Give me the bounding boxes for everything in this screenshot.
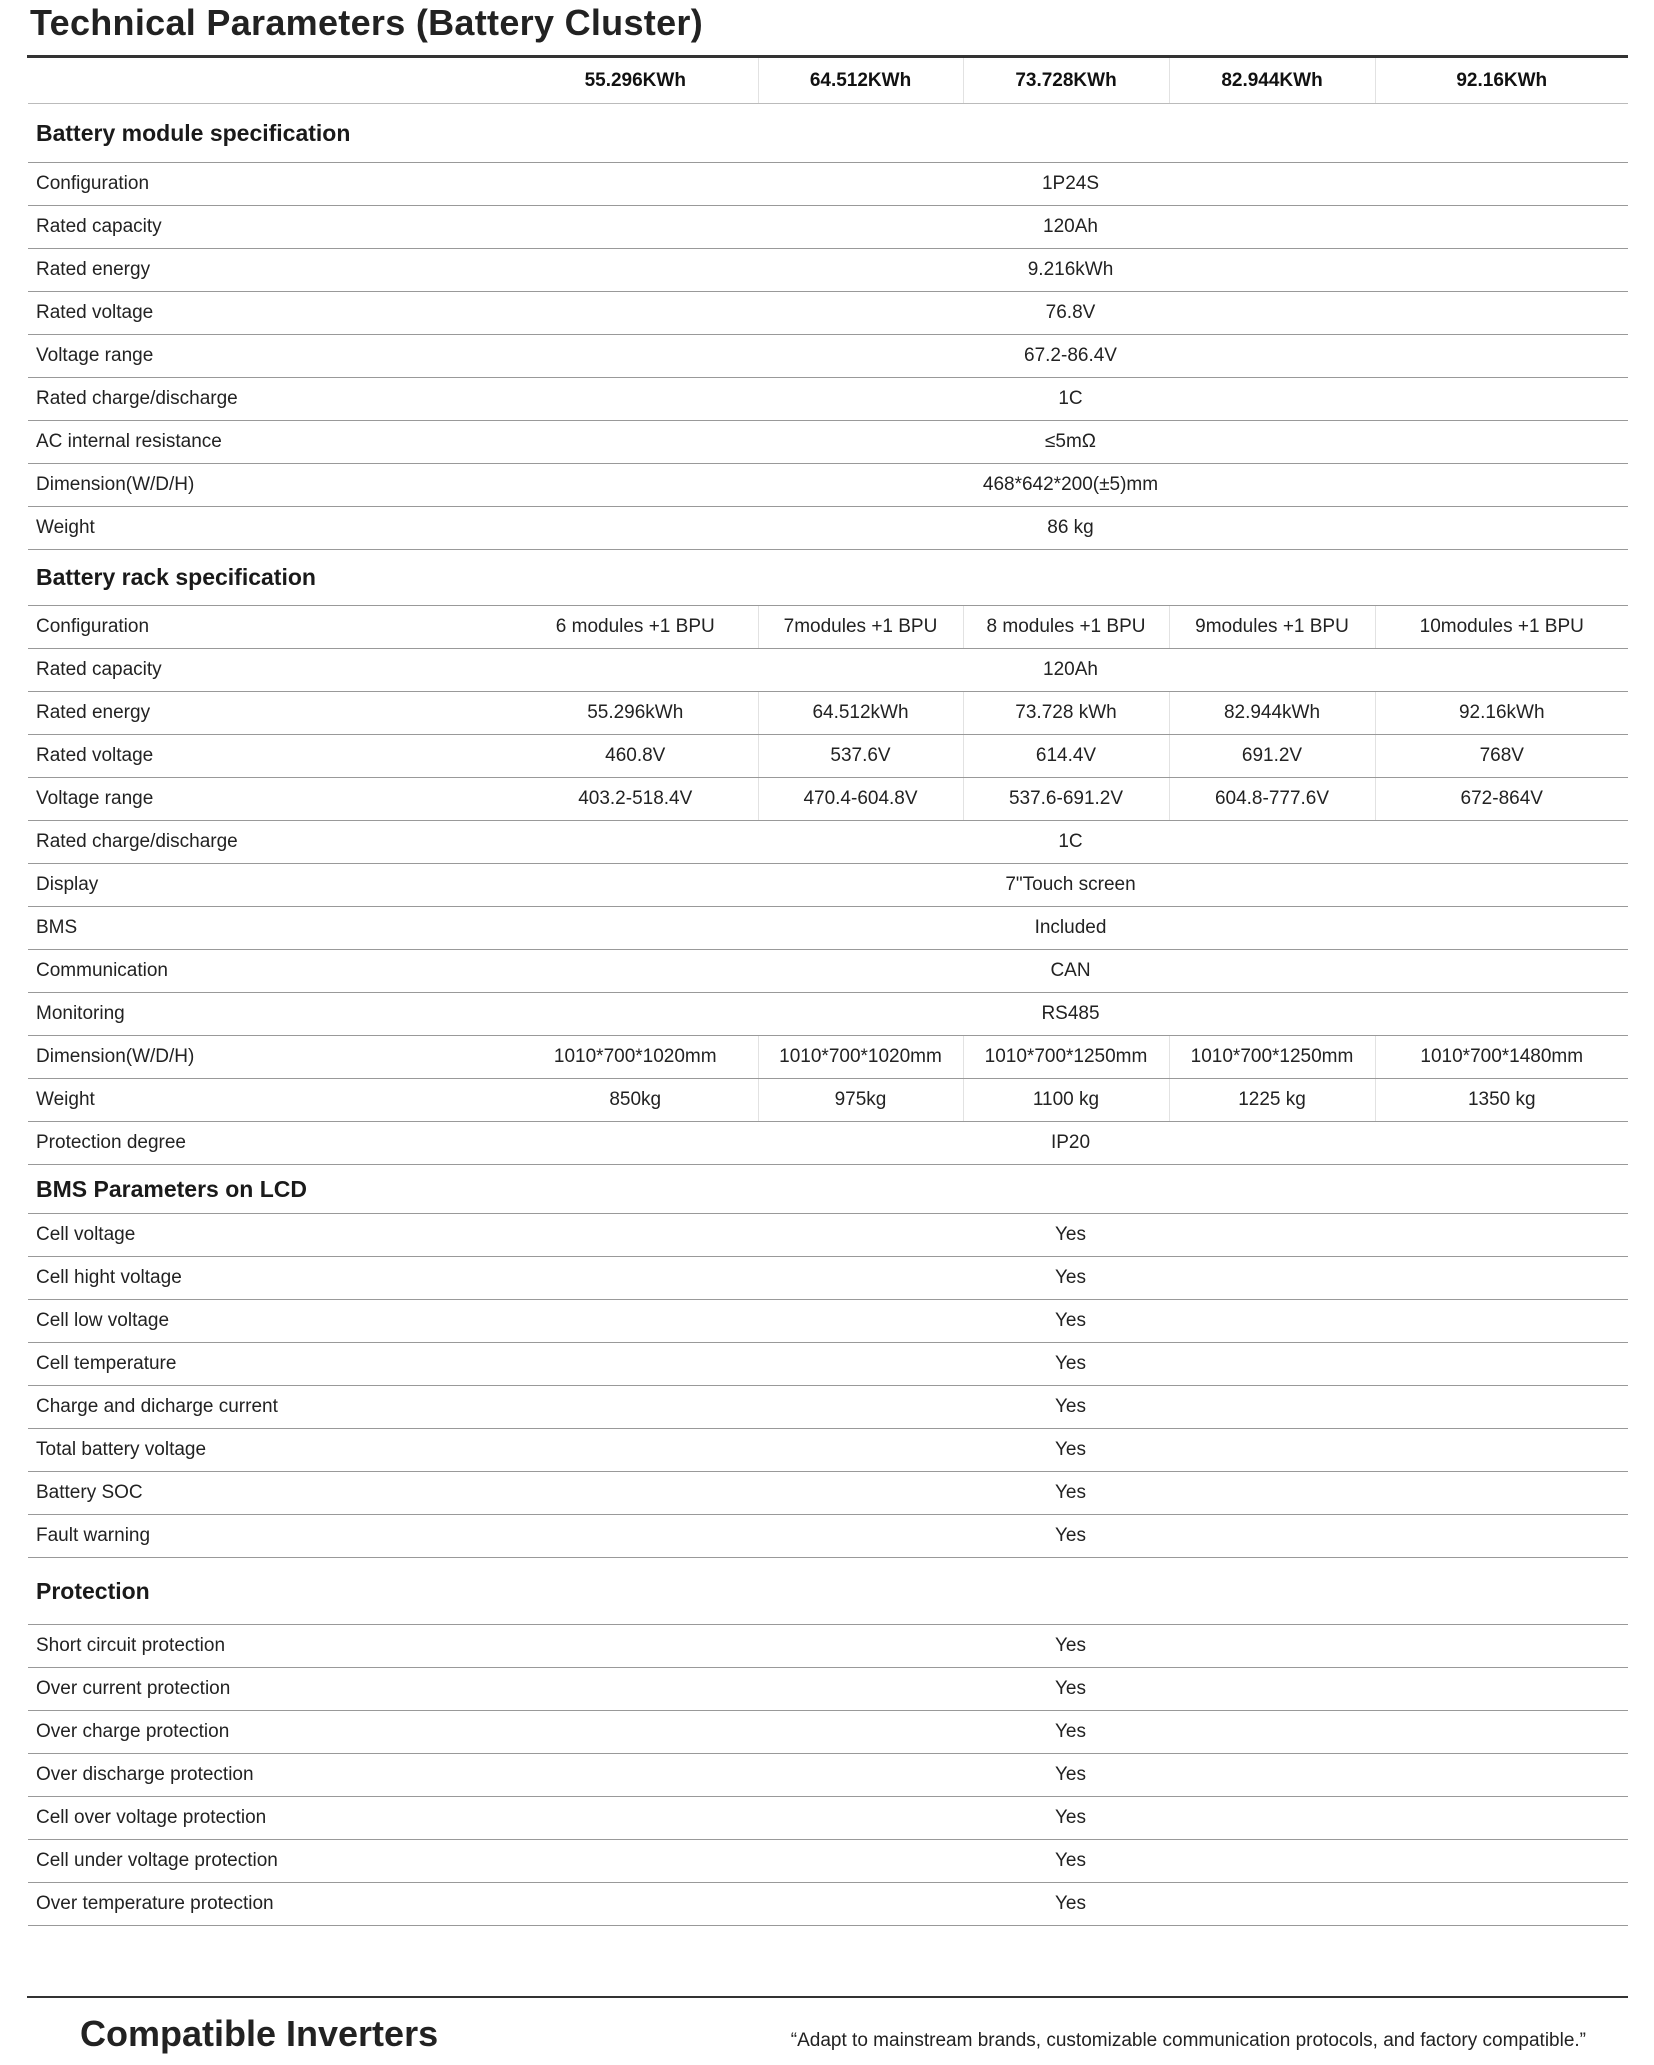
spec-value: Included [513,907,1628,950]
column-header: 82.944KWh [1169,58,1375,104]
spec-value: Yes [513,1214,1628,1257]
spec-row [28,950,1628,993]
spec-value: 82.944kWh [1169,692,1375,735]
spec-value: 67.2-86.4V [513,335,1628,378]
spec-value: Yes [513,1797,1628,1840]
spec-label: Cell under voltage protection [28,1840,513,1883]
page-title: Technical Parameters (Battery Cluster) [30,2,703,43]
spec-value: 460.8V [513,735,758,778]
spec-label: Weight [28,1079,513,1122]
spec-value: Yes [513,1840,1628,1883]
section-heading-row [28,550,1628,606]
spec-value: 470.4-604.8V [758,778,963,821]
spec-value: Yes [513,1515,1628,1558]
spec-row [28,907,1628,950]
spec-row [28,163,1628,206]
spec-value: 468*642*200(±5)mm [513,464,1628,507]
spec-value: 86 kg [513,507,1628,550]
spec-value: 1350 kg [1375,1079,1628,1122]
spec-row [28,1840,1628,1883]
spec-label: Over discharge protection [28,1754,513,1797]
spec-value: 768V [1375,735,1628,778]
spec-label: Communication [28,950,513,993]
column-header: 73.728KWh [963,58,1169,104]
spec-row [28,378,1628,421]
spec-value: 7modules +1 BPU [758,606,963,649]
spec-label: Dimension(W/D/H) [28,1036,513,1079]
spec-value: Yes [513,1343,1628,1386]
spec-label: Display [28,864,513,907]
spec-row [28,606,1628,649]
spec-label: AC internal resistance [28,421,513,464]
spec-row [28,464,1628,507]
spec-row [28,821,1628,864]
spec-value: 76.8V [513,292,1628,335]
spec-value: 10modules +1 BPU [1375,606,1628,649]
section-heading-row [28,104,1628,163]
column-header: 55.296KWh [513,58,758,104]
spec-row [28,1515,1628,1558]
spec-label: Rated energy [28,249,513,292]
spec-value: 9modules +1 BPU [1169,606,1375,649]
spec-label: Short circuit protection [28,1625,513,1668]
spec-value: 604.8-777.6V [1169,778,1375,821]
spec-value: Yes [513,1300,1628,1343]
spec-value: 55.296kWh [513,692,758,735]
spec-label: Charge and dicharge current [28,1386,513,1429]
spec-label: Cell over voltage protection [28,1797,513,1840]
spec-row [28,692,1628,735]
spec-row [28,1343,1628,1386]
spec-row [28,1036,1628,1079]
spec-label: Over current protection [28,1668,513,1711]
spec-value: 1C [513,378,1628,421]
spec-value: 1C [513,821,1628,864]
spec-label: BMS [28,907,513,950]
spec-value: 92.16kWh [1375,692,1628,735]
spec-value: RS485 [513,993,1628,1036]
spec-value: 403.2-518.4V [513,778,758,821]
spec-row [28,735,1628,778]
spec-row [28,1214,1628,1257]
spec-label: Fault warning [28,1515,513,1558]
section-heading: Protection [28,1558,1628,1625]
spec-row [28,1472,1628,1515]
footer-title: Compatible Inverters [80,2013,439,2054]
column-header: 92.16KWh [1375,58,1628,104]
spec-label: Rated voltage [28,292,513,335]
spec-row [28,421,1628,464]
spec-value: 64.512kWh [758,692,963,735]
spec-value: 1010*700*1250mm [963,1036,1169,1079]
spec-value: 1010*700*1250mm [1169,1036,1375,1079]
spec-value: 120Ah [513,206,1628,249]
spec-row [28,1079,1628,1122]
spec-label: Rated energy [28,692,513,735]
spec-row [28,1122,1628,1165]
spec-value: 614.4V [963,735,1169,778]
spec-row [28,1257,1628,1300]
spec-row [28,1754,1628,1797]
spec-label: Cell voltage [28,1214,513,1257]
spec-label: Over temperature protection [28,1883,513,1926]
spec-row [28,1797,1628,1840]
spec-value: 73.728 kWh [963,692,1169,735]
spec-label: Protection degree [28,1122,513,1165]
spec-value: Yes [513,1883,1628,1926]
section-heading-row [28,1558,1628,1625]
spec-value: 850kg [513,1079,758,1122]
spec-value: 691.2V [1169,735,1375,778]
spec-label: Battery SOC [28,1472,513,1515]
column-header-blank [28,58,513,104]
spec-value: 1100 kg [963,1079,1169,1122]
section-heading: Battery rack specification [28,550,1628,606]
spec-value: 1225 kg [1169,1079,1375,1122]
spec-value: 537.6V [758,735,963,778]
spec-value: Yes [513,1257,1628,1300]
spec-label: Cell low voltage [28,1300,513,1343]
spec-label: Over charge protection [28,1711,513,1754]
spec-value: 1010*700*1480mm [1375,1036,1628,1079]
spec-row [28,249,1628,292]
spec-label: Rated capacity [28,206,513,249]
spec-label: Cell temperature [28,1343,513,1386]
column-header-row [28,58,1628,104]
section-heading-row [28,1165,1628,1214]
spec-value: Yes [513,1711,1628,1754]
spec-row [28,864,1628,907]
spec-label: Dimension(W/D/H) [28,464,513,507]
spec-table [28,58,1628,1926]
spec-value: 1010*700*1020mm [758,1036,963,1079]
spec-value: 6 modules +1 BPU [513,606,758,649]
spec-label: Rated charge/discharge [28,821,513,864]
spec-row [28,292,1628,335]
spec-value: Yes [513,1625,1628,1668]
spec-label: Rated charge/discharge [28,378,513,421]
spec-value: Yes [513,1668,1628,1711]
spec-row [28,507,1628,550]
spec-value: 8 modules +1 BPU [963,606,1169,649]
spec-row [28,206,1628,249]
spec-label: Cell hight voltage [28,1257,513,1300]
spec-label: Voltage range [28,778,513,821]
spec-row [28,1386,1628,1429]
spec-row [28,1300,1628,1343]
spec-value: IP20 [513,1122,1628,1165]
spec-label: Total battery voltage [28,1429,513,1472]
spec-row [28,1883,1628,1926]
spec-row [28,778,1628,821]
spec-value: 120Ah [513,649,1628,692]
spec-label: Monitoring [28,993,513,1036]
spec-value: 975kg [758,1079,963,1122]
spec-label: Rated voltage [28,735,513,778]
spec-value: 672-864V [1375,778,1628,821]
spec-value: Yes [513,1754,1628,1797]
spec-label: Configuration [28,606,513,649]
spec-row [28,1668,1628,1711]
spec-table-body [28,58,1628,1926]
spec-label: Configuration [28,163,513,206]
spec-row [28,335,1628,378]
spec-row [28,993,1628,1036]
spec-value: 537.6-691.2V [963,778,1169,821]
spec-value: 1010*700*1020mm [513,1036,758,1079]
spec-label: Rated capacity [28,649,513,692]
spec-label: Weight [28,507,513,550]
spec-value: Yes [513,1472,1628,1515]
section-heading: BMS Parameters on LCD [28,1165,1628,1214]
spec-row [28,1429,1628,1472]
section-heading: Battery module specification [28,104,1628,163]
column-header: 64.512KWh [758,58,963,104]
footer-quote: “Adapt to mainstream brands, customizable communication protocols, and factory compatible.” [790,2030,1586,2051]
spec-value: Yes [513,1429,1628,1472]
spec-value: ≤5mΩ [513,421,1628,464]
spec-value: Yes [513,1386,1628,1429]
spec-row [28,1625,1628,1668]
spec-value: CAN [513,950,1628,993]
spec-label: Voltage range [28,335,513,378]
spec-value: 9.216kWh [513,249,1628,292]
spec-row [28,649,1628,692]
spec-value: 7"Touch screen [513,864,1628,907]
spec-value: 1P24S [513,163,1628,206]
spec-row [28,1711,1628,1754]
footer-divider [27,1996,1628,1998]
